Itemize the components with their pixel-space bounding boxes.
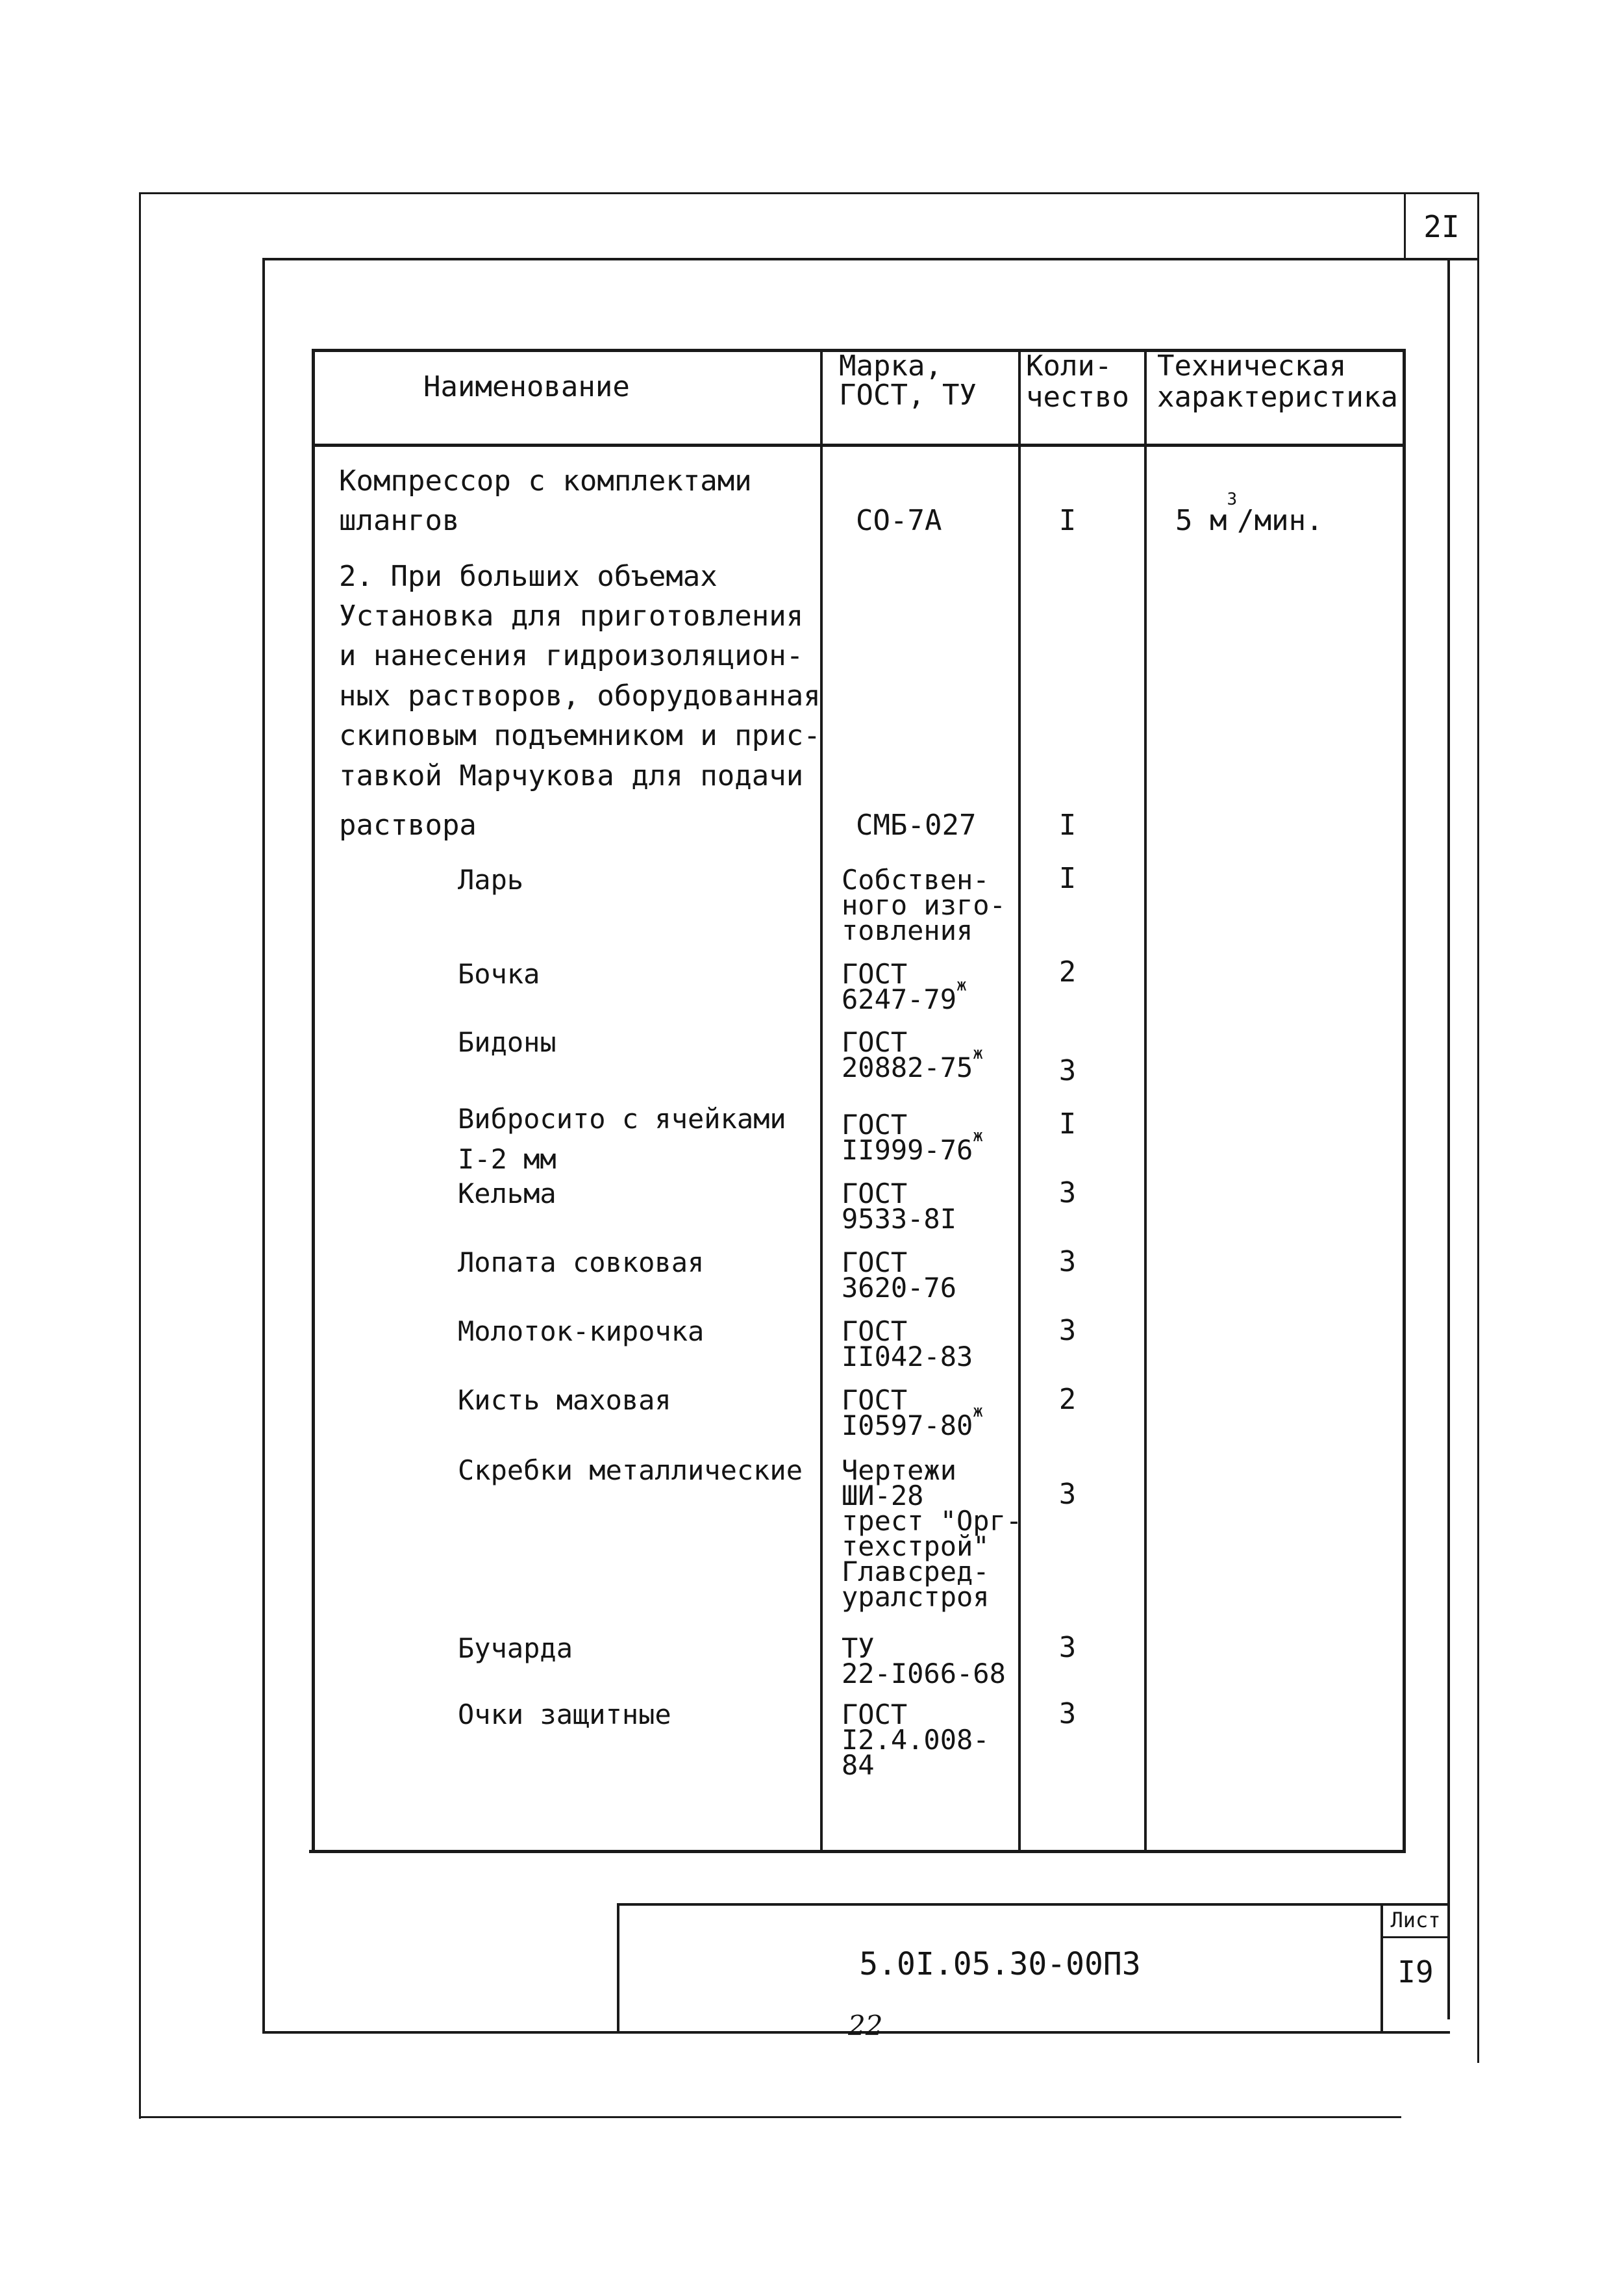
outer-frame-bottom — [139, 2116, 1401, 2118]
item-mark: ГОСТ 3620-76 — [842, 1246, 957, 1304]
item-name: Кельма — [458, 1178, 556, 1209]
item-qty: 2 — [1058, 955, 1077, 989]
item-mark: ГОСТ 9533-8I — [842, 1178, 957, 1235]
item-qty: 3 — [1058, 1054, 1077, 1087]
compressor-name-line2: шлангов — [339, 504, 460, 537]
large-volumes-line-3: и нанесения гидроизоляцион- — [339, 639, 804, 672]
table-right-border — [1403, 349, 1406, 1853]
outer-frame-top — [140, 192, 1478, 194]
header-name: Наименование — [423, 370, 630, 403]
item-mark: ГОСТ $II999-76^ж$ — [842, 1109, 983, 1166]
header-mark-line2: ГОСТ, ТУ — [839, 379, 977, 412]
inner-frame-left — [262, 258, 265, 2034]
item-qty: I — [1058, 1107, 1077, 1141]
sheet-number-top: 2I — [1423, 209, 1460, 244]
item-mark: ГОСТ $I0597-80^ж$ — [842, 1384, 983, 1441]
item-qty: 3 — [1058, 1314, 1077, 1347]
table-col-divider-3 — [1144, 349, 1147, 1851]
table-col-divider-1 — [820, 349, 823, 1851]
item-name: Бочка — [458, 958, 540, 990]
sheet-number-box-divider — [1404, 192, 1406, 260]
title-block-top — [617, 1903, 1449, 1906]
outer-frame-right — [1477, 192, 1479, 2063]
item-mark: ГОСТ I2.4.008- 84 — [842, 1699, 990, 1781]
header-mark-line1: Марка, — [839, 349, 942, 383]
item-mark: Собствен- ного изго- товления — [842, 864, 1006, 946]
large-volumes-line-5: скиповым подъемником и прис- — [339, 719, 821, 752]
item-name: Ларь — [458, 864, 524, 896]
item-name: Бидоны — [458, 1026, 556, 1058]
sheet-number: I9 — [1397, 1954, 1434, 1990]
compressor-name-line1: Компрессор с комплектами — [339, 464, 752, 498]
sheet-label: Лист — [1390, 1908, 1441, 1932]
large-volumes-line-7: раствора — [339, 809, 477, 842]
item-mark: ГОСТ $6247-79^ж$ — [842, 958, 967, 1015]
large-volumes-line-6: тавкой Марчукова для подачи — [339, 759, 804, 792]
item-name: Лопата совковая — [458, 1246, 705, 1278]
inner-frame-top — [264, 258, 1479, 260]
item-name: Вибросито с ячейками I-2 мм — [458, 1103, 786, 1175]
inner-frame-right — [1447, 258, 1450, 2019]
item-qty: I — [1058, 862, 1077, 895]
table-header-border — [313, 444, 1405, 447]
item-qty: 3 — [1058, 1697, 1077, 1730]
item-name: Очки защитные — [458, 1699, 671, 1730]
large-volumes-line-1: 2. При больших объемах — [339, 560, 718, 593]
item-name: Бучарда — [458, 1632, 573, 1664]
item-qty: 3 — [1058, 1176, 1077, 1209]
large-volumes-line-2: Установка для приготовления — [339, 600, 804, 633]
header-qty-line2: чество — [1026, 381, 1129, 414]
table-left-border — [312, 349, 315, 1853]
outer-frame-left — [139, 192, 141, 2119]
table-bottom-border — [309, 1850, 1405, 1853]
item-qty: 3 — [1058, 1245, 1077, 1278]
item-qty: 3 — [1058, 1478, 1077, 1511]
compressor-tech: 5 $м^3$/мин. — [1175, 490, 1323, 537]
large-volumes-line-4: ных растворов, оборудованная — [339, 679, 821, 713]
header-qty-line1: Коли- — [1026, 349, 1112, 383]
large-volumes-qty: I — [1058, 809, 1077, 842]
document-code: 5.0I.05.30-00ПЗ — [859, 1946, 1141, 1982]
item-mark: ТУ 22-I066-68 — [842, 1632, 1006, 1689]
large-volumes-mark: СМБ-027 — [856, 809, 977, 842]
item-qty: 3 — [1058, 1631, 1077, 1664]
item-mark: ГОСТ $20882-75^ж$ — [842, 1026, 983, 1083]
bottom-handwritten-number: 22 — [848, 2010, 883, 2041]
item-mark: ГОСТ II042-83 — [842, 1315, 973, 1372]
item-name: Молоток-кирочка — [458, 1315, 705, 1347]
item-name: Скребки металлические — [458, 1454, 803, 1486]
title-block-left — [617, 1903, 619, 2034]
header-tech-line1: Техническая — [1157, 349, 1347, 383]
item-name: Кисть маховая — [458, 1384, 671, 1416]
table-col-divider-2 — [1018, 349, 1021, 1851]
header-tech-line2: характеристика — [1157, 381, 1398, 414]
compressor-mark: СО-7А — [856, 504, 942, 537]
item-mark: Чертежи ШИ-28 трест "Орг- техстрой" Главсред- уралстроя — [842, 1454, 1023, 1613]
item-qty: 2 — [1058, 1383, 1077, 1416]
compressor-qty: I — [1058, 504, 1077, 537]
